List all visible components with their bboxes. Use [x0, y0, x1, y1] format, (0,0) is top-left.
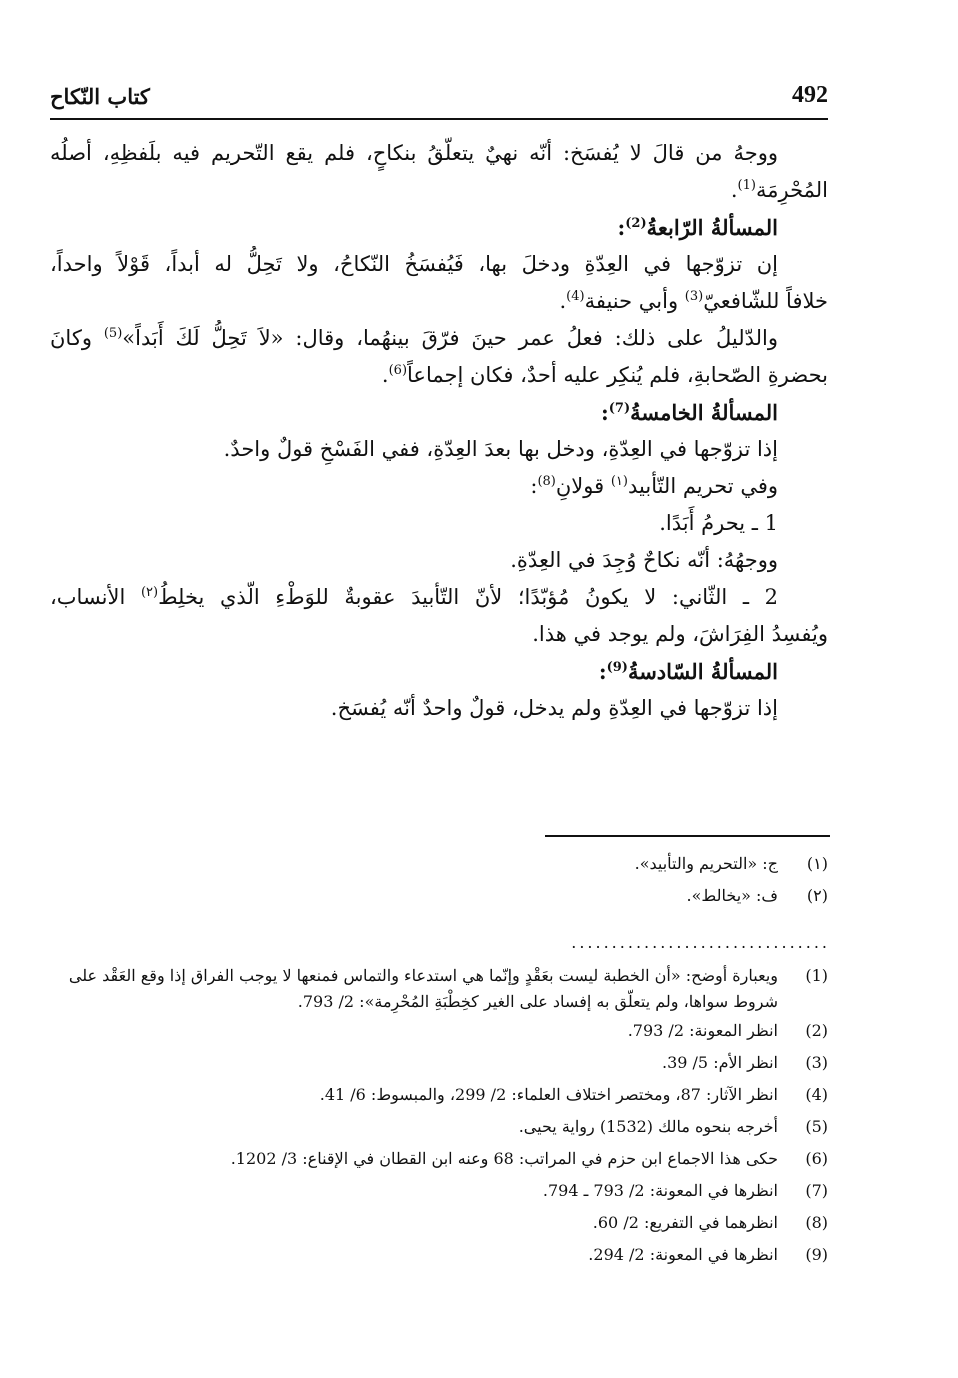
footnote-text: انظرها في المعونة: 2/ 294. — [588, 1245, 778, 1264]
footnote-item — [50, 1111, 828, 1143]
text-span: ووجهُهُ: أنّه نكاحٌ وُجِدَ في العِدّةِ. — [510, 548, 778, 572]
text-line — [50, 246, 828, 283]
text-span: بحضرةِ الصّحابةِ، فلم يُنكِر عليه أحدٌ، فكان إجماعاً — [407, 363, 828, 387]
text-span: المسألةُ الخامسةُ — [630, 400, 778, 425]
footnote-marker: (8) — [537, 474, 556, 489]
footnote-marker: (7) — [608, 401, 631, 416]
text-span: 2 ـ الثّاني: لا يكونُ مُؤبّدًا؛ لأنّ التّأبيدَ عقوبةٌ للوَطْءِ الّذي يخلِطُ — [158, 585, 778, 609]
footnote-item — [50, 1047, 828, 1079]
page-header — [50, 82, 828, 118]
text-line — [50, 172, 828, 209]
page-number: 492 — [792, 82, 828, 108]
footnote-item — [50, 1207, 828, 1239]
text-span: : — [617, 215, 626, 240]
text-span: : — [600, 400, 609, 425]
text-line — [50, 320, 828, 357]
header-rule — [50, 118, 828, 120]
footnote-marker: (1) — [737, 178, 756, 193]
text-span: المسألةُ الرّابعةُ — [646, 215, 778, 240]
footnote-number: (9) — [805, 1245, 828, 1264]
text-span: المسألةُ السّادسةُ — [627, 659, 778, 684]
text-span: ويُفسِدُ الفِرَاشَ، ولم يوجد في هذا. — [532, 622, 828, 646]
text-span: خلافاً للشّافعيّ — [703, 289, 828, 313]
text-span: : — [530, 474, 538, 498]
footnote-rule — [545, 835, 830, 837]
footnotes — [50, 960, 828, 1271]
section-heading — [50, 209, 828, 246]
footnote-marker: (4) — [566, 289, 585, 304]
text-span: الأنساب، — [50, 585, 141, 609]
footnote-item — [50, 1175, 828, 1207]
footnote-text: حكى هذا الاجماع ابن حزم في المراتب: 68 وعنه ابن القطان في الإقناع: 3/ 1202. — [230, 1149, 778, 1168]
footnote-number: (١) — [806, 854, 828, 873]
editor-notes — [50, 848, 828, 912]
text-span: . — [559, 289, 567, 313]
footnote-number: (5) — [805, 1117, 828, 1136]
text-span: وفي تحريم التّأبيد — [627, 474, 778, 498]
text-line — [50, 357, 828, 394]
footnote-item — [50, 960, 828, 1015]
footnote-marker: (3) — [684, 289, 704, 304]
footnote-text: انظر الآثار: 87، ومختصر اختلاف العلماء: 2/ 299، والمبسوط: 6/ 41. — [319, 1085, 778, 1104]
text-span: إن تزوّجها في العِدّةِ ودخلَ بها، فَيُفسَخُ النّكاحُ، ولا تَحِلُّ له أبداً، قَوْلاً واحداً، — [50, 252, 778, 276]
footnote-text: ج: «التحريم والتأبيد». — [634, 854, 778, 873]
section-heading — [50, 653, 828, 690]
footnote-number: (7) — [805, 1181, 828, 1200]
text-span: 1 ـ يحرمُ أَبَدًا. — [659, 511, 778, 535]
text-span: وكانَ — [50, 326, 104, 350]
main-text — [50, 135, 828, 727]
text-line — [50, 579, 828, 616]
text-span: ووجهُ من قالَ لا يُفسَخ: أنّه نهيٌ يتعلّقُ بنكاحٍ، فلم يقع التّحريم فيه بلَفظِهِ، أصلُه — [50, 141, 778, 165]
footnote-text: انظر المعونة: 2/ 793. — [627, 1021, 778, 1040]
footnote-number: (4) — [805, 1085, 828, 1104]
footnote-number: (1) — [805, 966, 828, 985]
footnote-item — [50, 1143, 828, 1175]
text-span: المُحْرِمَة — [755, 178, 828, 202]
footnote-marker: (2) — [625, 216, 647, 231]
footnote-marker: (6) — [388, 363, 408, 378]
running-title: كتاب النّكاح — [50, 84, 150, 109]
text-line — [50, 283, 828, 320]
footnote-text: ف: «يخالط». — [686, 886, 778, 905]
footnote-item — [50, 848, 828, 880]
footnote-text: أخرجه بنحوه مالك (1532) رواية يحيى. — [518, 1117, 778, 1136]
text-span: والدّليلُ على ذلك: فعلُ عمر حينَ فرّقَ بينهُما، وقال: «لاَ تَحِلُّ لَكَ أَبَداً» — [122, 326, 778, 350]
text-line — [50, 616, 828, 653]
separator-dots: ................................ — [571, 933, 830, 952]
footnote-number: (8) — [805, 1213, 828, 1232]
footnote-item — [50, 1239, 828, 1271]
text-line — [50, 431, 828, 468]
text-line — [50, 468, 828, 505]
text-span: إذا تزوّجها في العِدّةِ ولم يدخل، قولٌ واحدٌ أنّه يُفسَخ. — [330, 696, 778, 720]
footnote-number: (٢) — [806, 886, 828, 905]
text-line — [50, 505, 828, 542]
text-span: : — [598, 659, 607, 684]
text-span: . — [730, 178, 738, 202]
footnote-number: (6) — [805, 1149, 828, 1168]
text-span: . — [381, 363, 389, 387]
text-span: وأبي حنيفة — [584, 289, 685, 313]
footnote-text: ويعبارة أوضح: «أن الخطبة ليست بعَقْدٍ وإنّما هي استدعاء والتماس فمنعها لا يوجب الفراق إذا وقع العَقْد على شروط سواها، ولم يتعلّق به إفساد على الغير كخِطْبَةِ المُحْرِمة»: 2/ 793. — [68, 966, 778, 1011]
footnote-marker: (١) — [610, 474, 628, 489]
section-heading — [50, 394, 828, 431]
footnote-number: (2) — [805, 1021, 828, 1040]
footnote-item — [50, 1015, 828, 1047]
footnote-number: (3) — [805, 1053, 828, 1072]
footnote-text: انظرهما في التفريع: 2/ 60. — [592, 1213, 778, 1232]
footnote-item — [50, 880, 828, 912]
footnote-marker: (9) — [606, 660, 628, 675]
text-span: إذا تزوّجها في العِدّةِ، ودخل بها بعدَ العِدّةِ، ففي الفَسْخِ قولٌ واحدٌ. — [223, 437, 778, 461]
text-line — [50, 135, 828, 172]
footnote-item — [50, 1079, 828, 1111]
footnote-text: انظرها في المعونة: 2/ 793 ـ 794. — [542, 1181, 778, 1200]
footnote-marker: (5) — [103, 326, 123, 341]
text-line — [50, 690, 828, 727]
footnote-marker: (٢) — [140, 585, 159, 600]
text-line — [50, 542, 828, 579]
footnote-text: انظر الأم: 5/ 39. — [661, 1053, 778, 1072]
text-span: قولانِ — [555, 474, 611, 498]
